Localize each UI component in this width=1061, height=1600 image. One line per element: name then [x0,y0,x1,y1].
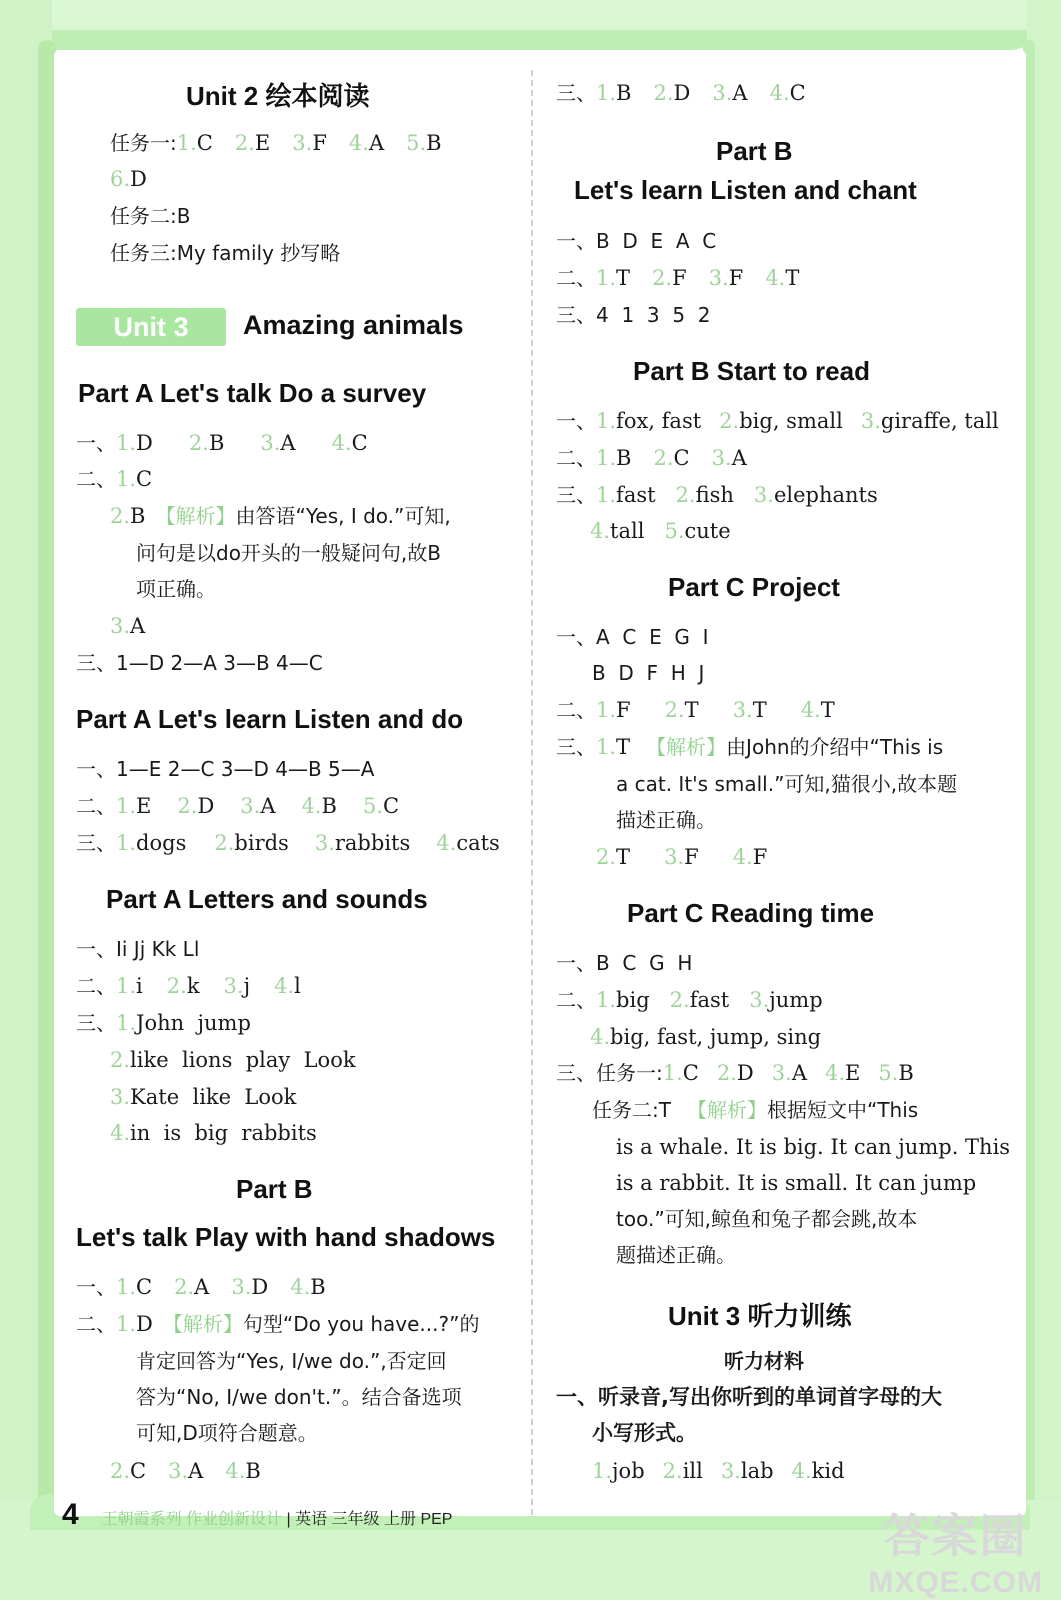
answer-line: 二、1.F 2.T 3.T 4.T [556,698,835,722]
answer-line: 项正确。 [136,577,216,601]
answer-line: 三、1.John jump [76,1011,251,1035]
unit3-badge: Unit 3 [76,308,226,346]
answer-line: 4.tall 5.cute [590,519,731,543]
answer-line: 肯定回答为“Yes, I/we do.”,否定回 [136,1349,447,1373]
answer-line: 任务二:T 【解析】根据短文中“This [592,1098,919,1122]
answer-line: 1.job 2.ill 3.lab 4.kid [592,1459,845,1483]
answer-line: B D F H J [592,661,705,685]
watermark: 答案圈 MXQE.COM [868,1510,1043,1599]
answer-line: is a whale. It is big. It can jump. This [616,1135,1011,1159]
answer-line: 三、4 1 3 5 2 [556,303,711,327]
answer-line: 一、1.fox, fast 2.big, small 3.giraffe, tall [556,409,999,433]
answer-line: 任务三:My family 抄写略 [110,241,341,265]
brand-name: 王朝霞系列 作业创新设计 [101,1511,283,1528]
answer-line: 一、A C E G I [556,625,709,649]
section-subtitle: Let's learn Listen and chant [574,175,917,205]
answer-line: too.”可知,鲸鱼和兔子都会跳,故本 [616,1207,918,1231]
answer-line: 二、1.B 2.C 3.A [556,446,747,470]
answer-line: 3.Kate like Look [110,1085,297,1109]
question-line: 小写形式。 [592,1421,697,1445]
answer-line: 一、1—E 2—C 3—D 4—B 5—A [76,757,375,781]
section-title: Unit 3 听力训练 [668,1301,852,1331]
analysis-tag: 【解析】 [155,504,236,528]
answer-line: 2.B 【解析】由答语“Yes, I do.”可知, [110,504,451,528]
answer-line: 问句是以do开头的一般疑问句,故B [136,541,442,565]
answer-line: 二、1.T 2.F 3.F 4.T [556,266,800,290]
answer-line: 4.big, fast, jump, sing [590,1025,822,1049]
answer-line: 可知,D项符合题意。 [136,1421,318,1445]
answer-line: 任务一:1.C 2.E 3.F 4.A 5.B [110,131,442,155]
answer-line: 二、1.i 2.k 3.j 4.l [76,974,301,998]
answer-line: 2.like lions play Look [110,1048,356,1072]
question-line: 一、听录音,写出你听到的单词首字母的大 [556,1385,942,1409]
answer-line: 任务二:B [110,204,191,228]
answer-line: 题描述正确。 [616,1243,736,1267]
section-title: Part A Let's talk Do a survey [78,378,427,408]
answer-line: 三、1.fast 2.fish 3.elephants [556,483,878,507]
answer-line: 三、1—D 2—A 3—B 4—C [76,651,323,675]
page-number: 4 [62,1498,79,1531]
answer-line: 3.A [110,614,146,638]
answer-line: 三、任务一:1.C 2.D 3.A 4.E 5.B [556,1061,914,1085]
answer-line: is a rabbit. It is small. It can jump [616,1171,977,1195]
section-title: Part C Project [668,572,840,602]
answer-line: 三、1.B 2.D 3.A 4.C [556,81,806,105]
answer-line: 二、1.C [76,467,153,491]
answer-line: 三、1.dogs 2.birds 3.rabbits 4.cats [76,831,500,855]
column-divider [531,70,533,1515]
section-title: Part B Start to read [633,356,870,386]
analysis-tag: 【解析】 [646,735,727,759]
unit2-title: Unit 2 绘本阅读 [186,81,370,111]
book-subject: 英语 三年级 上册 PEP [295,1511,453,1528]
answer-line: 二、1.big 2.fast 3.jump [556,988,823,1012]
analysis-tag: 【解析】 [686,1098,767,1122]
answer-line: a cat. It's small.”可知,猫很小,故本题 [616,772,958,796]
section-subtitle: 听力材料 [724,1349,804,1373]
answer-line: 2.C 3.A 4.B [110,1459,261,1483]
page-footer: 4 王朝霞系列 作业创新设计 | 英语 三年级 上册 PEP [62,1498,453,1531]
answer-line: 二、1.E 2.D 3.A 4.B 5.C [76,794,400,818]
section-subtitle: Let's talk Play with hand shadows [76,1222,496,1252]
section-title: Part B [716,136,793,166]
answer-line: 二、1.D 【解析】句型“Do you have...?”的 [76,1312,480,1336]
section-title: Part A Letters and sounds [106,884,428,914]
section-title: Part C Reading time [627,898,875,928]
answer-line: 一、Ii Jj Kk Ll [76,937,200,961]
section-title: Part B [236,1174,313,1204]
answer-line: 6.D [110,167,147,191]
answer-line: 答为“No, I/we don't.”。结合备选项 [136,1385,462,1409]
answer-line: 一、1.C 2.A 3.D 4.B [76,1275,326,1299]
answer-line: 一、B C G H [556,951,693,975]
answer-line: 一、B D E A C [556,229,717,253]
answer-line: 一、1.D 2.B 3.A 4.C [76,431,368,455]
section-title: Part A Let's learn Listen and do [76,704,464,734]
answer-line: 2.T 3.F 4.F [596,845,768,869]
analysis-tag: 【解析】 [162,1312,243,1336]
unit3-title: Amazing animals [243,310,464,340]
answer-line: 描述正确。 [616,808,716,832]
frame-top-wave [30,30,1030,50]
answer-line: 4.in is big rabbits [110,1121,317,1145]
answer-line: 三、1.T 【解析】由John的介绍中“This is [556,735,944,759]
